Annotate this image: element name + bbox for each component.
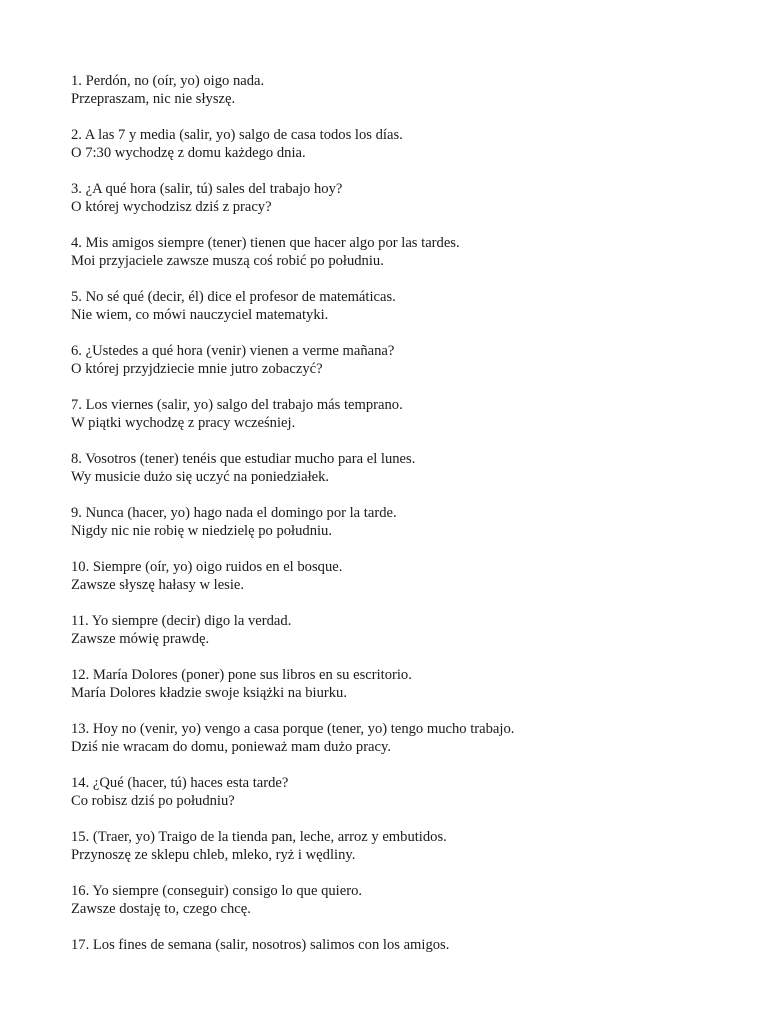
- polish-translation: Zawsze dostaję to, czego chcę.: [71, 901, 251, 918]
- document-page: [71, 72, 731, 972]
- polish-translation: Nie wiem, co mówi nauczyciel matematyki.: [71, 307, 329, 324]
- exercise-item: [71, 936, 731, 954]
- spanish-sentence: 9. Nunca (hacer, yo) hago nada el domingo por la tarde.: [71, 505, 397, 521]
- spanish-sentence: 4. Mis amigos siempre (tener) tienen que hacer algo por las tardes.: [71, 235, 460, 251]
- polish-translation: Co robisz dziś po południu?: [71, 793, 235, 810]
- spanish-sentence: 13. Hoy no (venir, yo) vengo a casa porque (tener, yo) tengo mucho trabajo.: [71, 721, 515, 737]
- polish-translation: María Dolores kładzie swoje książki na biurku.: [71, 685, 347, 702]
- polish-translation: W piątki wychodzę z pracy wcześniej.: [71, 415, 296, 432]
- spanish-sentence: 6. ¿Ustedes a qué hora (venir) vienen a verme mañana?: [71, 343, 395, 359]
- exercise-item: [71, 396, 731, 432]
- polish-translation: O której przyjdziecie mnie jutro zobaczyć?: [71, 361, 323, 378]
- polish-translation: Wy musicie dużo się uczyć na poniedziałek.: [71, 469, 330, 486]
- exercise-item: [71, 126, 731, 162]
- polish-translation: Przepraszam, nic nie słyszę.: [71, 91, 236, 108]
- polish-translation: Nigdy nic nie robię w niedzielę po południu.: [71, 523, 333, 540]
- exercise-item: [71, 828, 731, 864]
- exercise-item: [71, 342, 731, 378]
- exercise-item: [71, 882, 731, 918]
- spanish-sentence: 10. Siempre (oír, yo) oigo ruidos en el bosque.: [71, 559, 343, 575]
- spanish-sentence: 11. Yo siempre (decir) digo la verdad.: [71, 613, 292, 629]
- polish-translation: Przynoszę ze sklepu chleb, mleko, ryż i wędliny.: [71, 847, 356, 864]
- spanish-sentence: 17. Los fines de semana (salir, nosotros) salimos con los amigos.: [71, 937, 450, 953]
- exercise-item: [71, 504, 731, 540]
- spanish-sentence: 7. Los viernes (salir, yo) salgo del trabajo más temprano.: [71, 397, 403, 413]
- spanish-sentence: 8. Vosotros (tener) tenéis que estudiar mucho para el lunes.: [71, 451, 416, 467]
- exercise-item: [71, 720, 731, 756]
- spanish-sentence: 14. ¿Qué (hacer, tú) haces esta tarde?: [71, 775, 289, 791]
- exercise-item: [71, 450, 731, 486]
- exercise-item: [71, 774, 731, 810]
- spanish-sentence: 16. Yo siempre (conseguir) consigo lo que quiero.: [71, 883, 363, 899]
- polish-translation: Moi przyjaciele zawsze muszą coś robić po południu.: [71, 253, 384, 270]
- spanish-sentence: 15. (Traer, yo) Traigo de la tienda pan, leche, arroz y embutidos.: [71, 829, 447, 845]
- polish-translation: O 7:30 wychodzę z domu każdego dnia.: [71, 145, 306, 162]
- spanish-sentence: 2. A las 7 y media (salir, yo) salgo de casa todos los días.: [71, 127, 403, 143]
- spanish-sentence: 5. No sé qué (decir, él) dice el profesor de matemáticas.: [71, 289, 396, 305]
- spanish-sentence: 3. ¿A qué hora (salir, tú) sales del trabajo hoy?: [71, 181, 343, 197]
- polish-translation: Zawsze słyszę hałasy w lesie.: [71, 577, 245, 594]
- exercise-item: [71, 288, 731, 324]
- exercise-item: [71, 72, 731, 108]
- exercise-item: [71, 612, 731, 648]
- exercise-item: [71, 666, 731, 702]
- polish-translation: O której wychodzisz dziś z pracy?: [71, 199, 272, 216]
- polish-translation: Zawsze mówię prawdę.: [71, 631, 210, 648]
- exercise-item: [71, 234, 731, 270]
- polish-translation: Dziś nie wracam do domu, ponieważ mam dużo pracy.: [71, 739, 392, 756]
- spanish-sentence: 12. María Dolores (poner) pone sus libros en su escritorio.: [71, 667, 412, 683]
- spanish-sentence: 1. Perdón, no (oír, yo) oigo nada.: [71, 73, 265, 89]
- exercise-item: [71, 558, 731, 594]
- exercise-item: [71, 180, 731, 216]
